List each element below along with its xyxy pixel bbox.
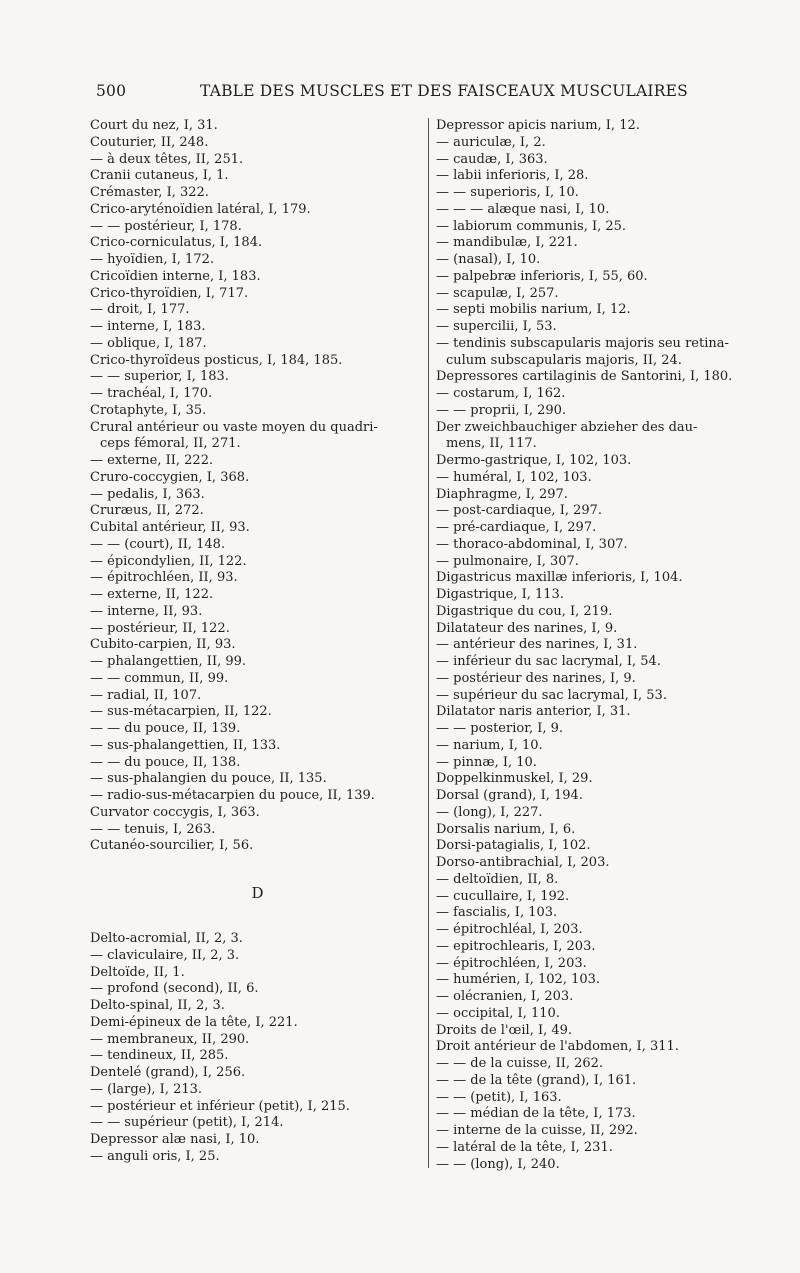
column-divider xyxy=(428,118,429,1168)
index-entry: — postérieur des narines, I, 9. xyxy=(436,670,636,686)
index-entry: Droits de l'œil, I, 49. xyxy=(436,1022,573,1038)
index-entry: — scapulæ, I, 257. xyxy=(436,285,559,301)
index-entry: Cricoïdien interne, I, 183. xyxy=(90,268,261,284)
index-entry: — fascialis, I, 103. xyxy=(436,905,558,921)
index-entry: — postérieur, II, 122. xyxy=(90,620,230,636)
index-entry: — inférieur du sac lacrymal, I, 54. xyxy=(436,654,661,669)
index-entry: Depressores cartilaginis de Santorini, I, 180. xyxy=(436,369,733,385)
left-column xyxy=(90,118,425,1166)
index-entry: — profond (second), II, 6. xyxy=(90,981,259,997)
index-entry: Dilatator naris anterior, I, 31. xyxy=(436,704,631,720)
index-entry: — épicondylien, II, 122. xyxy=(90,553,247,569)
right-column xyxy=(436,118,766,1173)
index-entry: — (large), I, 213. xyxy=(90,1081,203,1097)
index-entry: Crémaster, I, 322. xyxy=(90,185,209,200)
index-entry: Crico-corniculatus, I, 184. xyxy=(90,235,263,251)
index-entry: — anguli oris, I, 25. xyxy=(90,1148,220,1164)
index-entry: — interne, I, 183. xyxy=(90,319,206,334)
index-entry: — hyoïdien, I, 172. xyxy=(90,252,214,267)
index-entry: — tendineux, II, 285. xyxy=(90,1048,229,1064)
index-entry: — — — alæque nasi, I, 10. xyxy=(436,201,610,217)
index-entry: — pinnæ, I, 10. xyxy=(436,754,537,770)
index-entry: — claviculaire, II, 2, 3. xyxy=(90,947,240,963)
index-entry: — radial, II, 107. xyxy=(90,687,202,703)
index-entry: Cruræus, II, 272. xyxy=(90,503,204,519)
index-entry: — — supérieur (petit), I, 214. xyxy=(90,1115,284,1131)
index-entry: Dermo-gastrique, I, 102, 103. xyxy=(436,453,632,468)
index-entry: Droit antérieur de l'abdomen, I, 311. xyxy=(436,1039,679,1055)
index-entry: Crico-thyroïdien, I, 717. xyxy=(90,285,249,301)
index-entry: Doppelkinmuskel, I, 29. xyxy=(436,771,593,787)
index-entry: Dorsal (grand), I, 194. xyxy=(436,788,583,803)
index-entry: — sus-phalangien du pouce, II, 135. xyxy=(90,771,327,787)
index-entry: Digastrique du cou, I, 219. xyxy=(436,603,613,619)
index-entry: — humérien, I, 102, 103. xyxy=(436,972,601,988)
index-entry: — septi mobilis narium, I, 12. xyxy=(436,302,631,318)
index-entry: — — posterior, I, 9. xyxy=(436,721,564,736)
index-entry: — labiorum communis, I, 25. xyxy=(436,218,627,234)
index-entry: Crotaphyte, I, 35. xyxy=(90,402,207,418)
index-entry: Dilatateur des narines, I, 9. xyxy=(436,620,618,636)
index-entry: Der zweichbauchiger abzieher des dau- xyxy=(436,419,698,435)
index-entry: Cutanéo-sourcilier, I, 56. xyxy=(90,838,254,854)
index-entry: — huméral, I, 102, 103. xyxy=(436,469,592,485)
index-entry: — — superior, I, 183. xyxy=(90,369,229,385)
index-entry: — labii inferioris, I, 28. xyxy=(436,168,589,184)
index-entry: mens, II, 117. xyxy=(446,436,537,452)
index-entry: — — du pouce, II, 139. xyxy=(90,721,241,736)
index-entry: Cubital antérieur, II, 93. xyxy=(90,520,250,535)
index-entry: — occipital, I, 110. xyxy=(436,1005,560,1021)
index-entry: — — tenuis, I, 263. xyxy=(90,821,216,837)
index-entry: Cranii cutaneus, I, 1. xyxy=(90,168,229,184)
index-entry: Dorsalis narium, I, 6. xyxy=(436,821,576,837)
index-entry: — interne de la cuisse, II, 292. xyxy=(436,1123,638,1138)
index-entry: — supercilii, I, 53. xyxy=(436,319,557,334)
index-entry: — membraneux, II, 290. xyxy=(90,1031,250,1047)
index-entry: — — médian de la tête, I, 173. xyxy=(436,1106,636,1122)
index-entry: Digastrique, I, 113. xyxy=(436,587,564,602)
index-entry: — droit, I, 177. xyxy=(90,302,190,318)
index-entry: — — (petit), I, 163. xyxy=(436,1089,562,1105)
index-entry: Demi-épineux de la tête, I, 221. xyxy=(90,1014,298,1030)
index-entry: — — postérieur, I, 178. xyxy=(90,218,242,234)
index-entry: culum subscapularis majoris, II, 24. xyxy=(446,352,682,368)
index-entry: Dorso-antibrachial, I, 203. xyxy=(436,855,610,870)
index-entry: — narium, I, 10. xyxy=(436,737,543,753)
index-entry: — interne, II, 93. xyxy=(90,603,203,619)
index-entry: — pulmonaire, I, 307. xyxy=(436,553,579,569)
index-entry: — antérieur des narines, I, 31. xyxy=(436,637,638,653)
index-entry: — cucullaire, I, 192. xyxy=(436,888,570,904)
index-entry: — — superioris, I, 10. xyxy=(436,185,579,200)
index-entry: — à deux têtes, II, 251. xyxy=(90,151,244,167)
index-entry: — caudæ, I, 363. xyxy=(436,151,548,167)
index-entry: — postérieur et inférieur (petit), I, 215. xyxy=(90,1098,350,1114)
index-entry: Curvator coccygis, I, 363. xyxy=(90,804,260,820)
index-entry: — mandibulæ, I, 221. xyxy=(436,235,578,251)
left-entries-before xyxy=(90,118,425,855)
index-entry: — épitrochléen, II, 93. xyxy=(90,570,238,586)
index-entry: — — de la tête (grand), I, 161. xyxy=(436,1072,637,1088)
index-entry: Delto-acromial, II, 2, 3. xyxy=(90,931,243,946)
page-number: 500 xyxy=(96,82,127,100)
index-entry: Couturier, II, 248. xyxy=(90,134,209,150)
section-letter-heading: D xyxy=(251,884,264,902)
index-entry: — olécranien, I, 203. xyxy=(436,989,574,1004)
index-entry: — latéral de la tête, I, 231. xyxy=(436,1139,613,1155)
index-entry: Depressor alæ nasi, I, 10. xyxy=(90,1132,260,1147)
page-title: TABLE DES MUSCLES ET DES FAISCEAUX MUSCULAIRES xyxy=(200,82,688,100)
index-entry: — pedalis, I, 363. xyxy=(90,486,205,502)
index-entry: — épitrochléal, I, 203. xyxy=(436,922,583,937)
index-entry: Depressor apicis narium, I, 12. xyxy=(436,118,640,133)
left-entries-after xyxy=(90,931,425,1166)
index-entry: — trachéal, I, 170. xyxy=(90,386,213,401)
index-entry: Deltoïde, II, 1. xyxy=(90,964,185,980)
index-entry: Crico-aryténoïdien latéral, I, 179. xyxy=(90,201,311,217)
index-entry: Crural antérieur ou vaste moyen du quadri- xyxy=(90,419,378,435)
index-entry: — phalangettien, II, 99. xyxy=(90,654,247,669)
index-entry: Crico-thyroïdeus posticus, I, 184, 185. xyxy=(90,352,343,368)
index-entry: — externe, II, 122. xyxy=(90,587,214,602)
index-entry: Cubito-carpien, II, 93. xyxy=(90,637,236,653)
index-entry: — pré-cardiaque, I, 297. xyxy=(436,520,597,535)
index-entry: — — proprii, I, 290. xyxy=(436,402,567,418)
index-entry: ceps fémoral, II, 271. xyxy=(100,436,241,452)
index-entry: Dorsi-patagialis, I, 102. xyxy=(436,838,591,854)
index-entry: — post-cardiaque, I, 297. xyxy=(436,503,603,519)
index-entry: Delto-spinal, II, 2, 3. xyxy=(90,998,225,1013)
index-entry: — (long), I, 227. xyxy=(436,804,543,820)
index-entry: — thoraco-abdominal, I, 307. xyxy=(436,536,628,552)
index-entry: — epitrochlearis, I, 203. xyxy=(436,938,596,954)
index-entry: — épitrochléen, I, 203. xyxy=(436,955,587,971)
index-entry: — — commun, II, 99. xyxy=(90,670,229,686)
index-entry: Court du nez, I, 31. xyxy=(90,118,218,133)
index-entry: — costarum, I, 162. xyxy=(436,386,566,401)
index-entry: Diaphragme, I, 297. xyxy=(436,486,568,502)
index-entry: — — du pouce, II, 138. xyxy=(90,754,241,770)
index-entry: Dentelé (grand), I, 256. xyxy=(90,1065,246,1080)
index-entry: — tendinis subscapularis majoris seu retina- xyxy=(436,335,729,351)
index-entry: — auriculæ, I, 2. xyxy=(436,134,546,150)
index-entry: Digastricus maxillæ inferioris, I, 104. xyxy=(436,570,683,586)
index-entry: — (nasal), I, 10. xyxy=(436,252,541,267)
index-entry: — — (court), II, 148. xyxy=(90,536,226,552)
index-entry: — — de la cuisse, II, 262. xyxy=(436,1056,604,1071)
index-entry: — radio-sus-métacarpien du pouce, II, 139. xyxy=(90,788,375,803)
index-entry: — palpebræ inferioris, I, 55, 60. xyxy=(436,268,648,284)
index-entry: — sus-métacarpien, II, 122. xyxy=(90,704,272,720)
index-entry: Cruro-coccygien, I, 368. xyxy=(90,469,250,485)
index-entry: — supérieur du sac lacrymal, I, 53. xyxy=(436,687,667,703)
index-entry: — deltoïdien, II, 8. xyxy=(436,871,559,887)
right-entries xyxy=(436,118,766,1173)
index-entry: — externe, II, 222. xyxy=(90,453,214,468)
index-entry: — oblique, I, 187. xyxy=(90,335,207,351)
index-entry: — — (long), I, 240. xyxy=(436,1156,560,1172)
index-entry: — sus-phalangettien, II, 133. xyxy=(90,737,281,753)
